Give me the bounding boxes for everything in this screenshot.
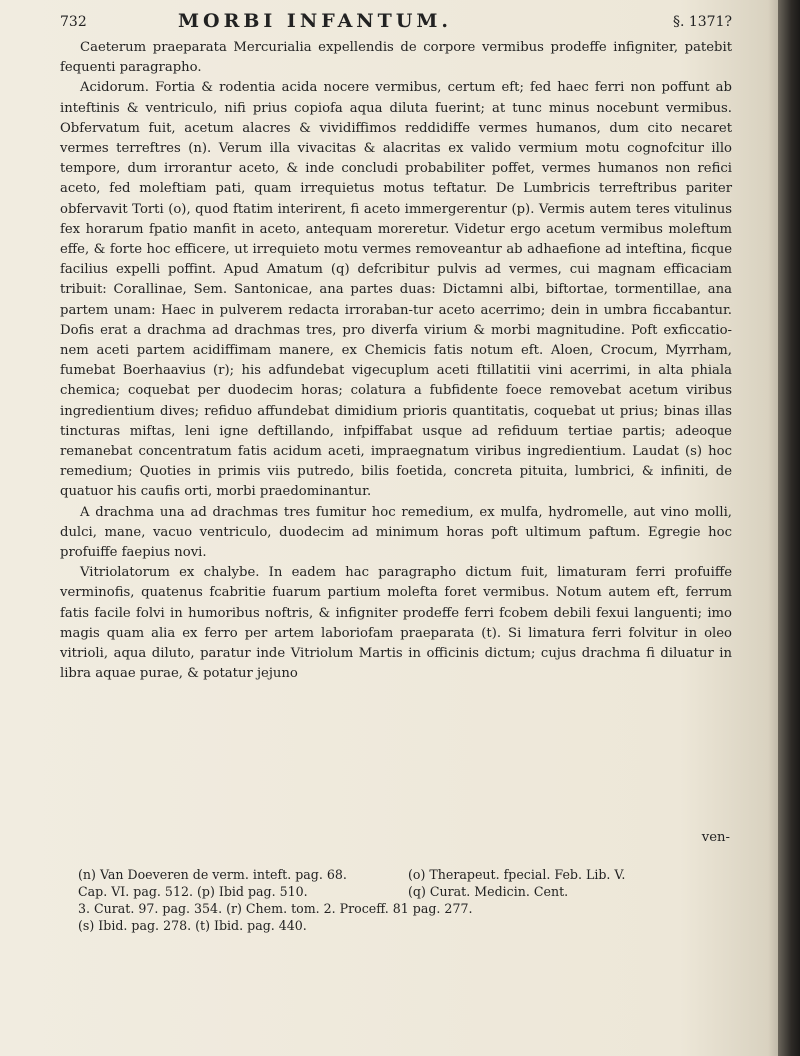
paragraph-dosage: A drachma una ad drachmas tres fumitur hoc remedium, ex mulfa, hydromelle, aut vino molli, dulci, mane, vacuo ventriculo, duodecim ad minimum horas poft ultimum paftum. Egregie hoc profuiffe faepius novi.: [60, 504, 732, 561]
footnote-row: [78, 900, 728, 917]
main-text: [60, 38, 732, 830]
paragraph-acidorum: Acidorum. Fortia & rodentia acida nocere vermibus, certum eft; fed haec ferri non poffunt ab inteftinis & ventriculo, nifi prius copiofa aqua diluta fuerint; at tunc minus nocebunt vermibus. Obfervatum fuit, acetum alacres & vividiffimos reddidiffe vermes humanos, dum cito necaret vermes terreftres (n). Verum illa vivacitas & alacritas ex valido vermium motu cognofcitur illo tempore, dum irrorantur aceto, & inde concludi probabiliter poffet, vermes humanos non refici aceto, fed moleftiam pati, quam irrequietus motus teftatur. De Lumbricis terreftribus pariter obfervavit Torti (o), quod ftatim interirent, fi aceto immergerentur (p). Vermis autem teres vitulinus fex horarum fpatio manfit in aceto, antequam moreretur. Videtur ergo acetum vermibus moleftum effe, & forte hoc efficere, ut irrequieto motu vermes removeantur ab adhaefione ad inteftina, ficque facilius expelli poffint. Apud Amatum (q) defcribitur pulvis ad vermes, cui magnam efficaciam tribuit: Corallinae, Sem. Santonicae, ana partes duas: Dictamni albi, biftortae, tormentillae, ana partem unam: Haec in pulverem redacta irroraban-tur aceto acerrimo; dein in umbra ficcabantur. Dofis erat a drachma ad drachmas tres, pro diverfa virium & morbi magnitudine. Poft exficcatio-nem aceti partem acidiffimam manere, ex Chemicis fatis notum eft. Aloen, Crocum, Myrrham, fumebat Boerhaavius (r); his adfundebat vigecuplum aceti ftillatitii vini acerrimi, in alta phiala chemica; coquebat per duodecim horas; colatura a fubfidente foece removebat acetum viribus ingredientium dives; refiduo affundebat dimidium prioris quantitatis, coquebat ut prius; binas illas tincturas miftas, leni igne deftillando, infpiffabat usque ad refiduum tertiae partis; adeoque remanebat concentratum fatis acidum aceti, impraegnatum viribus ingredientium. Laudat (s) hoc remedium; Quoties in primis viis putredo, bilis foetida, concreta pituita, lumbrici, & infiniti, de quatuor his caufis orti, morbi praedominantur.: [60, 80, 732, 500]
footnote-row: [78, 917, 728, 934]
footnote-row: [78, 866, 728, 883]
footnote: Cap. VI. pag. 512. (p) Ibid pag. 510.: [78, 884, 308, 899]
section-number: §. 1371?: [672, 14, 732, 30]
catchword: ven-: [701, 830, 730, 845]
footnote-row: [78, 883, 728, 900]
page-title: MORBI INFANTUM.: [178, 10, 453, 32]
paragraph-vitriolatorum: Vitriolatorum ex chalybe. In eadem hac paragrapho dictum fuit, limaturam ferri profuiffe verminofis, quatenus fcabritie fuarum partium molefta foret vermibus. Notum autem eft, ferrum fatis facile folvi in humoribus noftris, & infigniter prodeffe ferri fcobem debili fexui languenti; imo magis quam alia ex ferro per artem laboriofam praeparata (t). Si limatura ferri folvitur in oleo vitrioli, aqua diluto, paratur inde Vitriolum Martis in officinis dictum; cujus drachma fi diluatur in libra aquae purae, & potatur jejuno: [60, 565, 732, 682]
footnote: (o) Therapeut. fpecial. Feb. Lib. V.: [408, 867, 626, 882]
footnote: (s) Ibid. pag. 278. (t) Ibid. pag. 440.: [78, 918, 307, 933]
running-header: [60, 8, 732, 40]
paragraph-mercurialia: Caeterum praeparata Mercurialia expellendis de corpore vermibus prodeffe infigniter, patebit fequenti paragrapho.: [60, 40, 732, 76]
footnote: (q) Curat. Medicin. Cent.: [408, 884, 569, 899]
page-edge-shadow: [778, 0, 800, 1056]
footnote: 3. Curat. 97. pag. 354. (r) Chem. tom. 2. Proceff. 81 pag. 277.: [78, 901, 473, 916]
page-number: 732: [60, 14, 87, 30]
footnotes: [78, 866, 728, 934]
footnote: (n) Van Doeveren de verm. inteft. pag. 68.: [78, 867, 347, 882]
